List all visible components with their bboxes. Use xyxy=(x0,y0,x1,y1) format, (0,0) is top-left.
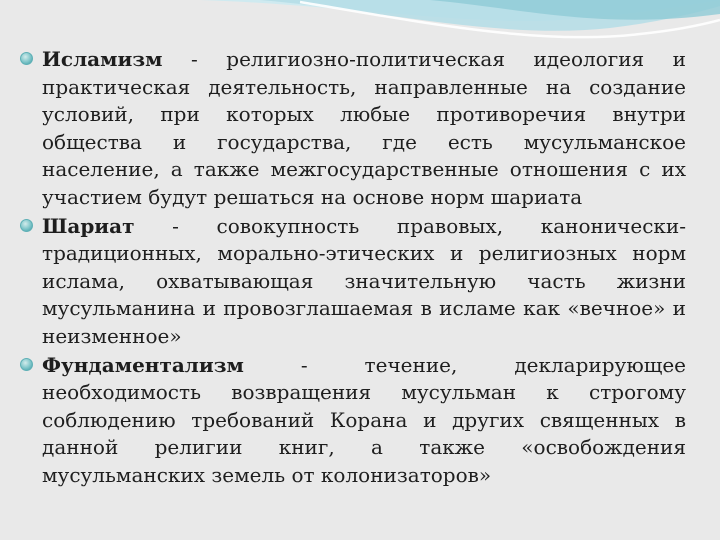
definition-sharia: - совокупность правовых, канонически-традиционных, морально-этических и религиозных норм ислама, охватывающая значительную часть жизни мусульманина и провозглашаемая в исламе как «вечное» и неизменное» xyxy=(42,213,686,348)
term-islamism: Исламизм xyxy=(42,47,163,71)
bullet-dot-icon xyxy=(20,52,33,65)
bullet-list xyxy=(18,46,686,490)
definition-islamism: - религиозно-политическая идеология и практическая деятельность, направленные на создание условий, при которых любые противоречия внутри общества и государства, где есть мусульманское население, а также межгосударственные отношения с их участием будут решаться на основе норм шариата xyxy=(42,47,686,209)
bullet-islamism xyxy=(18,46,686,212)
definition-fundamentalism: - течение, декларирующее необходимость возвращения мусульман к строгому соблюдению требований Корана и других священных в данной религии книг, а также «освобождения мусульманских земель от колонизаторов» xyxy=(42,352,686,487)
bullet-dot-icon xyxy=(20,358,33,371)
bullet-dot-icon xyxy=(20,219,33,232)
bullet-fundamentalism xyxy=(18,352,686,490)
bullet-sharia xyxy=(18,213,686,351)
term-sharia: Шариат xyxy=(42,213,135,238)
term-fundamentalism: Фундаментализм xyxy=(42,352,244,377)
